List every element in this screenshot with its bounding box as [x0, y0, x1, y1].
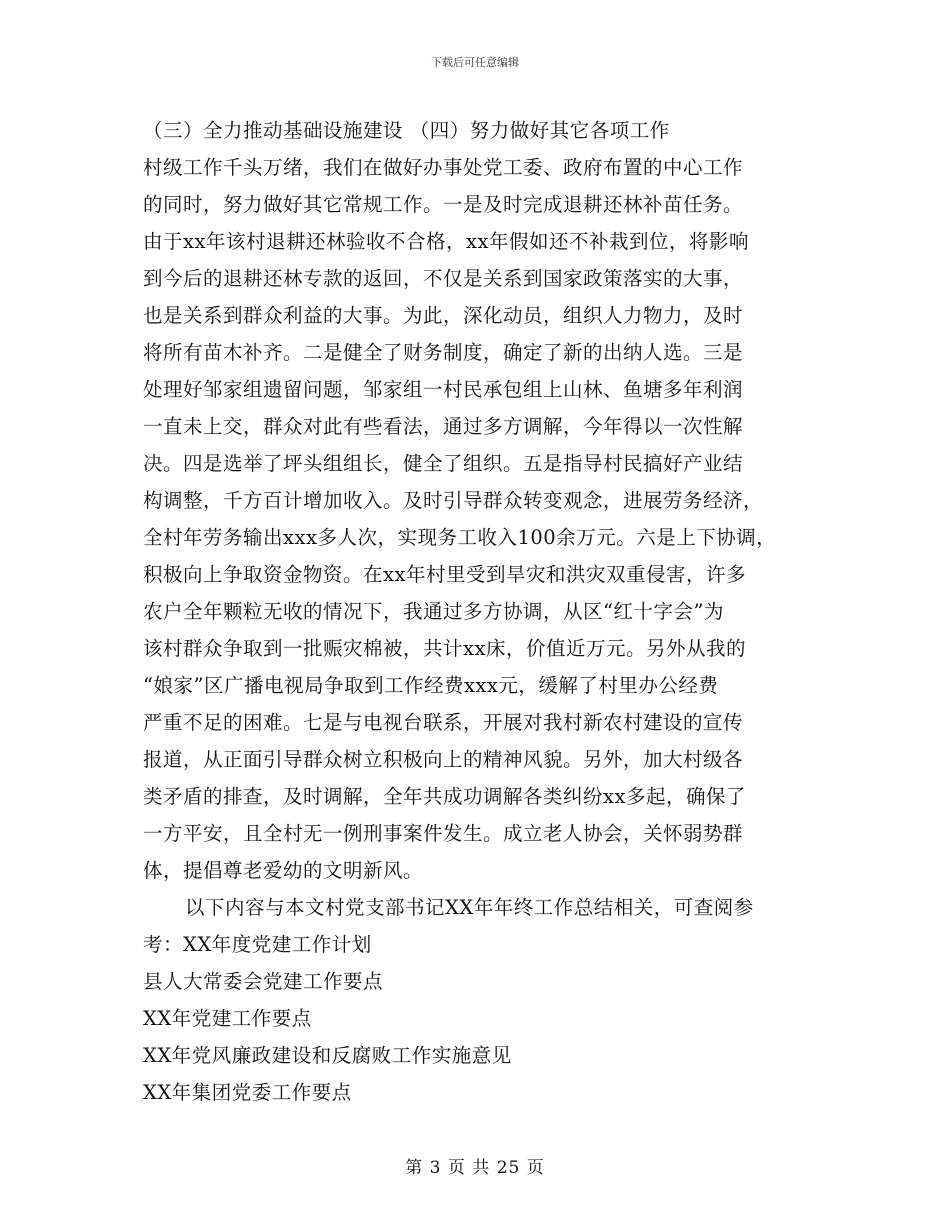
body-line: 一方平安，且全村无一例刑事案件发生。成立老人协会，关怀弱势群 — [143, 822, 744, 845]
body-line: 村级工作千头万绪，我们在做好办事处党工委、政府布置的中心工作 — [143, 156, 744, 179]
body-line: 农户全年颗粒无收的情况下，我通过多方协调，从区“红十字会”为 — [143, 600, 724, 623]
related-item: 县人大常委会党建工作要点 — [143, 970, 384, 993]
related-item: XX年党建工作要点 — [143, 1007, 312, 1030]
body-line: 处理好邹家组遗留问题，邹家组一村民承包组上山林、鱼塘多年利润 — [143, 378, 744, 401]
body-line: 体，提倡尊老爱幼的文明新风。 — [143, 859, 424, 882]
document-body — [143, 112, 843, 1111]
related-intro: 以下内容与本文村党支部书记XX年年终工作总结相关，可查阅参 — [185, 896, 754, 919]
body-line: （三）全力推动基础设施建设 （四）努力做好其它各项工作 — [143, 119, 670, 142]
page-footer: 第 3 页 共 25 页 — [405, 1158, 545, 1178]
body-line: 也是关系到群众利益的大事。为此，深化动员，组织人力物力，及时 — [143, 304, 744, 327]
related-item: XX年党风廉政建设和反腐败工作实施意见 — [143, 1044, 512, 1067]
body-line: 将所有苗木补齐。二是健全了财务制度，确定了新的出纳人选。三是 — [143, 341, 744, 364]
body-line: “娘家”区广播电视局争取到工作经费xxx元，缓解了村里办公经费 — [143, 674, 719, 697]
body-line: 到今后的退耕还林专款的返回，不仅是关系到国家政策落实的大事， — [143, 267, 744, 290]
body-line: 一直未上交，群众对此有些看法，通过多方调解，今年得以一次性解 — [143, 415, 744, 438]
page-header: 下载后可任意编辑 — [431, 56, 519, 69]
body-line: 积极向上争取资金物资。在xx年村里受到旱灾和洪灾双重侵害，许多 — [143, 563, 746, 586]
body-line: 全村年劳务输出xxx多人次，实现务工收入100余万元。六是上下协调， — [143, 526, 777, 549]
body-line: 严重不足的困难。七是与电视台联系，开展对我村新农村建设的宣传 — [143, 711, 744, 734]
body-line: 构调整，千方百计增加收入。及时引导群众转变观念，进展劳务经济， — [143, 489, 764, 512]
body-line: 报道，从正面引导群众树立积极向上的精神风貌。另外，加大村级各 — [143, 748, 744, 771]
body-line: 类矛盾的排查，及时调解，全年共成功调解各类纠纷xx多起，确保了 — [143, 785, 746, 808]
related-intro-cont: 考：XX年度党建工作计划 — [143, 933, 372, 956]
body-line: 的同时，努力做好其它常规工作。一是及时完成退耕还林补苗任务。 — [143, 193, 744, 216]
body-line: 该村群众争取到一批赈灾棉被，共计xx床，价值近万元。另外从我的 — [143, 637, 746, 660]
related-item: XX年集团党委工作要点 — [143, 1081, 352, 1104]
body-line: 由于xx年该村退耕还林验收不合格，xx年假如还不补栽到位，将影响 — [143, 230, 749, 253]
body-line: 决。四是选举了坪头组组长，健全了组织。五是指导村民搞好产业结 — [143, 452, 744, 475]
